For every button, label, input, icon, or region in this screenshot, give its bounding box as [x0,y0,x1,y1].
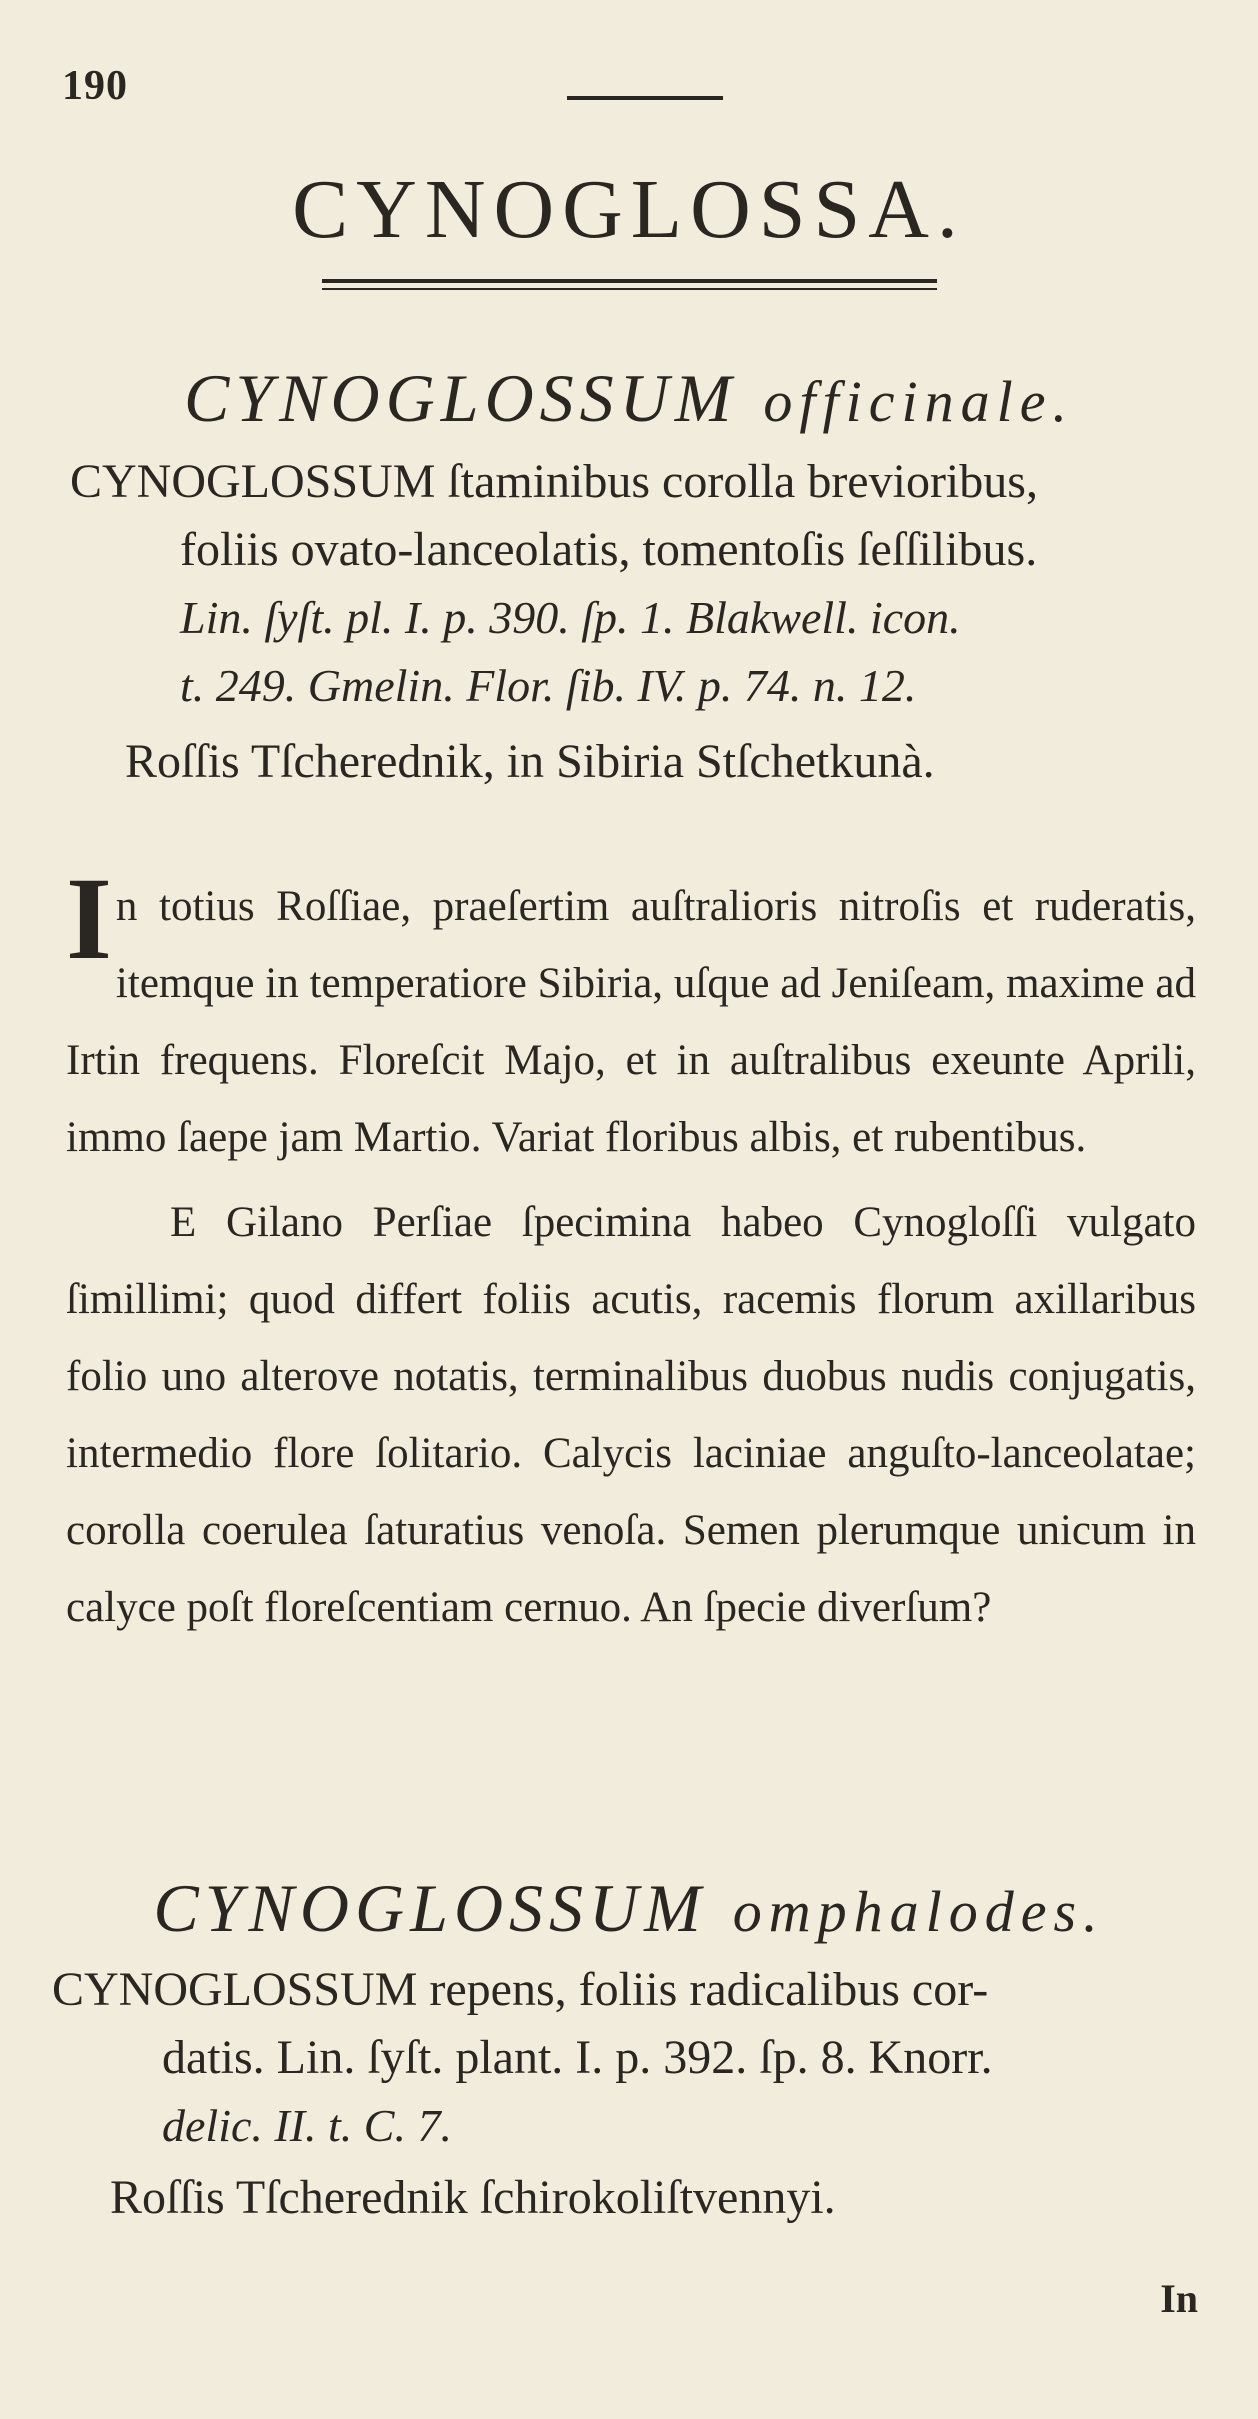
genus-name: CYNOGLOSSUM [184,360,738,436]
paragraph-1 [66,853,1196,1176]
species-entry-2 [0,1868,1258,2232]
paragraph-1-text: n totius Roſſiae, praeſertim auſtralioris nitroſis et ruderatis, itemque in temperatiore Sibiria, uſque ad Jeniſeam, maxime ad Irtin frequens. Floreſcit Majo, et in auſtralibus exeunte Aprili, immo ſaepe jam Martio. Variat floribus albis, et rubentibus. [66,883,1196,1161]
species-heading [0,1868,1258,1950]
catchword: In [1160,2276,1198,2321]
species-epithet: omphalodes. [732,1879,1105,1944]
diagnosis-continuation: foliis ovato-lanceolatis, tomentoſis ſeſſilibus. [180,522,1038,576]
species-entry-1 [0,358,1258,796]
diagnosis-first-line: CYNOGLOSSUM ſtaminibus corolla brevioribus, [70,454,1038,508]
species-heading [0,358,1258,440]
header-rule [567,96,723,100]
page-number: 190 [62,63,128,109]
species-diagnosis [70,448,1198,720]
vernacular-names: Roſſis Tſcherednik, in Sibiria Stſchetkunà. [125,734,935,788]
diagnosis-first-line: CYNOGLOSSUM repens, foliis radicalibus cor- [52,1962,989,2016]
references-line-2: t. 249. Gmelin. Flor. ſib. IV. p. 74. n. 12. [180,659,917,711]
title-double-rule [322,279,937,290]
vernacular-names: Roſſis Tſcherednik ſchirokoliſtvennyi. [110,2170,836,2224]
page-title: CYNOGLOSSA. [292,163,966,256]
genus-name: CYNOGLOSSUM [153,1870,707,1946]
title-block [0,160,1258,290]
page-header [62,62,1196,112]
paragraph-2: E Gilano Perſiae ſpecimina habeo Cynogloſſi vulgato ſimillimi; quod differt foliis acutis, racemis florum axillaribus folio uno alterove notatis, terminalibus duobus nudis conjugatis, intermedio flore ſolitario. Calycis laciniae anguſto-lanceolatae; corolla coerulea ſaturatius venoſa. Semen plerumque unicum in calyce poſt floreſcentiam cernuo. An ſpecie diverſum? [66,1199,1196,1631]
species-diagnosis [52,1956,1198,2160]
diagnosis-continuation: datis. Lin. ſyſt. plant. I. p. 392. ſp. 8. Knorr. [162,2030,993,2084]
description-text [66,853,1196,1646]
dropcap: I [66,853,112,984]
species-epithet: officinale. [763,369,1074,434]
references-line-1: delic. II. t. C. 7. [162,2099,452,2151]
references-line-1: Lin. ſyſt. pl. I. p. 390. ſp. 1. Blakwell. icon. [180,591,961,643]
